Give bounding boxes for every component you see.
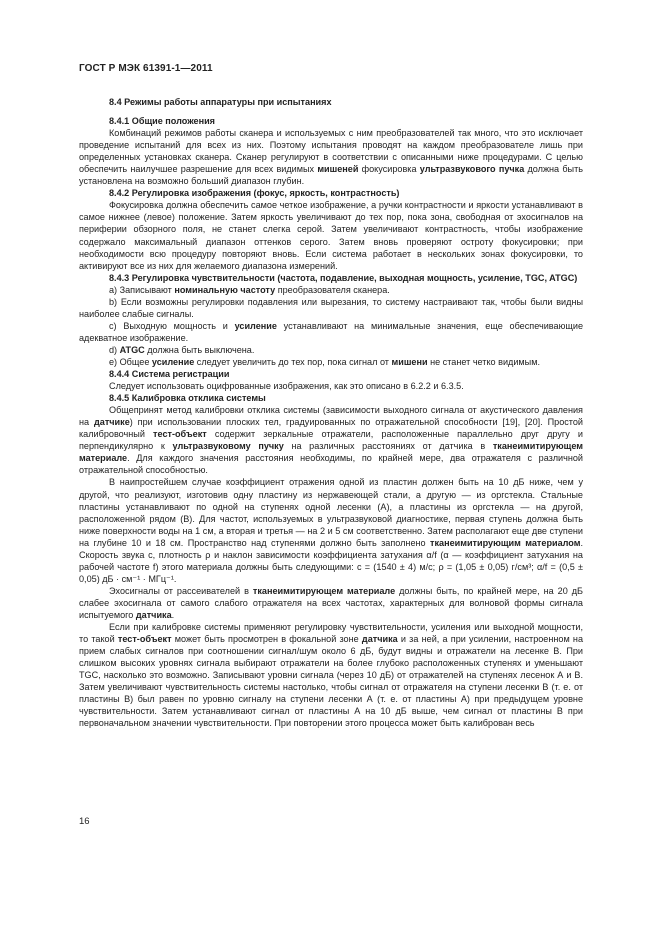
document-header: ГОСТ Р МЭК 61391-1—2011 [79,63,213,74]
paragraph-8-4-5-1: Общепринят метод калибровки отклика системы (зависимости выходного сигнала от акустического давления на датчике) при использовании плоских тел, градуированных по отражательной способности [19], [20]. Простой калибровочный тест-объект содержит зеркальные отражатели, расположенные параллельно друг другу и перпендикулярно к ультразвуковому пучку на различных расстояниях от датчика в тканеимитирующем материале. Для каждого значения расстояния необходимы, по крайней мере, два отражателя с различной отражательной способностью. [79,405,584,476]
section-title-8-4-2: 8.4.2 Регулировка изображения (фокус, яркость, контрастность) [109,188,400,199]
section-title-8-4-4: 8.4.4 Система регистрации [109,369,230,380]
paragraph-8-4-5-4: Если при калибровке системы применяют регулировку чувствительности, усиления или выходной мощности, то такой тест-объект может быть просмотрен в фокальной зоне датчика и за ней, а при усилении, настроенном на прием слабых сигналов при соотношении сигнал/шум около 6 дБ, будут видны и отражатели на лесенке В. При слишком высоких уровнях сигнала выбирают отражатели на более глубоко расположенных ступенях и уменьшают TGC, насколько это возможно. Записывают уровни сигнала (через 10 дБ) от отражателей на ступенях лесенок А и В. Затем увеличивают чувствительность системы настолько, чтобы сигнал от отражателя на ступени лесенки В (т. е. от пластины В) был равен по уровню сигналу на ступени лесенки А (т. е. от пластины А) при предыдущем уровне чувствительности. Затем устанавливают сигнал от пластины А на 10 дБ выше, чем сигнал от пластины В при первоначальном значении чувствительности. При повторении этого процесса может быть калиброван весь [79,622,584,729]
paragraph-8-4-5-3: Эхосигналы от рассеивателей в тканеимитирующем материале должны быть, по крайней мере, на 20 дБ слабее эхосигнала от самого слабого отражателя на всех частотах, характерных для волновой формы сигнала испытуемого датчика. [79,585,584,620]
document-body [79,96,583,729]
paragraph-8-4-1: Комбинаций режимов работы сканера и используемых с ним преобразователей так много, что это исключает проведение испытаний для всех из них. Поэтому испытания проводят на каждом преобразователе лишь при определенных установках сканера. Сканер регулируют в соответствии с описанными ниже процедурами. С целью обеспечить наилучшее разрешение для всех видимых мишеней фокусировка ультразвукового пучка должна быть установлена на возможно больший диапазон глубин. [79,128,583,187]
section-title-8-4-5: 8.4.5 Калибровка отклика системы [109,393,266,404]
list-item-b: b) Если возможны регулировки подавления или вырезания, то систему настраивают так, чтобы были видны наиболее слабые сигналы. [79,296,583,319]
list-item-a: a) Записывают номинальную частоту преобразователя сканера. [109,284,390,295]
section-title-8-4: 8.4 Режимы работы аппаратуры при испытаниях [109,97,332,107]
section-title-8-4-3: 8.4.3 Регулировка чувствительности (частота, подавление, выходная мощность, усиление, TGC, ATGC) [109,272,578,283]
list-item-d: d) ATGC должна быть выключена. [109,344,255,355]
paragraph-8-4-2: Фокусировка должна обеспечить самое четкое изображение, а ручки контрастности и яркости устанавливают в самое нижнее (левое) положение. Затем яркость увеличивают до тех пор, пока зона, свободная от эхосигналов на периферии обзорного поля, не станет слегка серой. Затем увеличивают контрастность, чтобы изображение содержало максимальный диапазон оттенков серого. Затем вновь проверяют остроту фокусировки; при необходимости всю процедуру повторяют вновь. Если система работает в нескольких зонах фокусировки, то активируют все из них для желаемого диапазона измерений. [79,200,583,271]
list-item-c: c) Выходную мощность и усиление устанавливают на минимальные значения, еще обеспечивающие адекватное изображение. [79,320,584,343]
paragraph-8-4-4: Следует использовать оцифрованные изображения, как это описано в 6.2.2 и 6.3.5. [109,381,464,392]
page-number: 16 [79,816,90,827]
paragraph-8-4-5-2: В наипростейшем случае коэффициент отражения одной из пластин должен быть на 10 дБ ниже, чем у другой, что реализуют, изготовив одну пластину из нержавеющей стали, а другую — из оргстекла. Стальные пластины устанавливают по одной на ступенях одной лесенки (А), а пластины из оргстекла — на другой, расположенной рядом (В). Для частот, используемых в ультразвуковой диагностике, первая ступень должна быть ниже поверхности воды на 1 см, а вторая и третья — на 2 и 5 см соответственно. Затем располагают еще две ступени на глубине 10 и 18 см. Пространство над ступенями должно быть заполнено тканеимитирующим материалом. Скорость звука c, плотность ρ и наклон зависимости коэффициента затухания α/f (α — коэффициент затухания на рабочей частоте f) этого материала должны быть следующими: c = (1540 ± 4) м/с; ρ = (1,05 ± 0,05) г/см³; α/f = (0,5 ± 0,05) дБ · см⁻¹ · МГц⁻¹. [79,477,583,584]
section-title-8-4-1: 8.4.1 Общие положения [109,116,215,127]
list-item-e: e) Общее усиление следует увеличить до тех пор, пока сигнал от мишени не станет четко видимым. [109,356,541,367]
